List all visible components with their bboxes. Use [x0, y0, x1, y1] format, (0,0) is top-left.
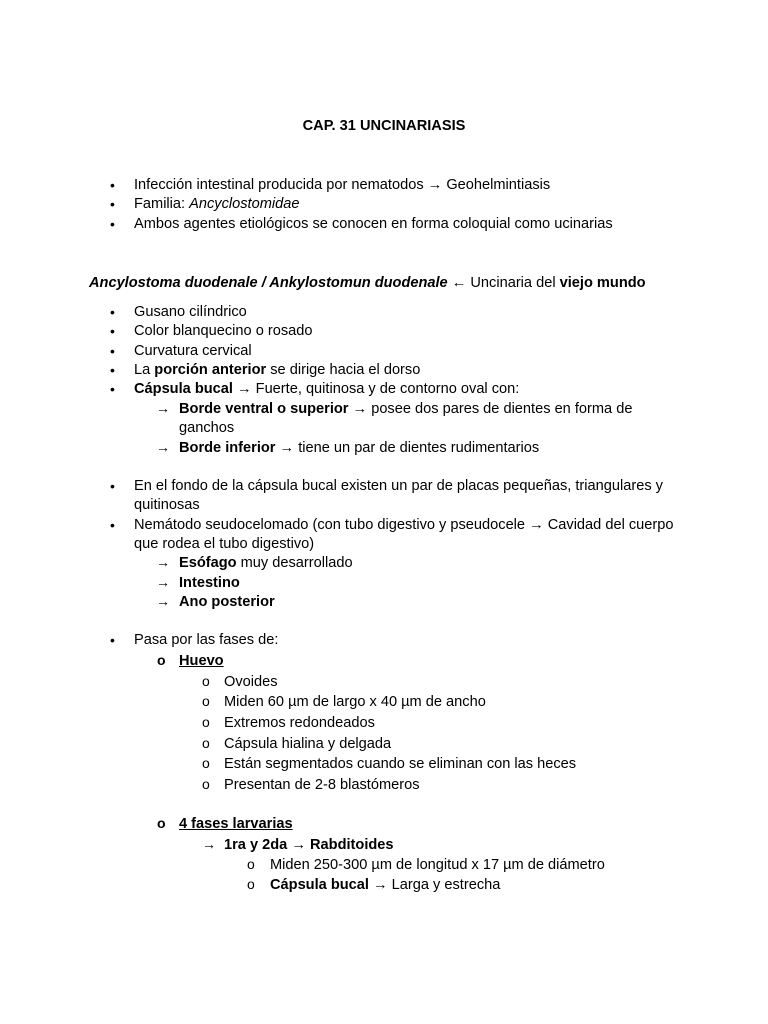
list-item: Nemátodo seudocelomado (con tubo digestivo y pseudocele → Cavidad del cuerpo: [134, 517, 674, 533]
arrow-bullet-icon: →: [156, 554, 170, 570]
egg-item: Extremos redondeados: [224, 715, 375, 731]
list-item-continuation: que rodea el tubo digestivo): [134, 536, 315, 552]
sub-list-item: Intestino: [179, 575, 240, 591]
sub-list-item-continuation: ganchos: [179, 420, 235, 436]
bullet-icon: •: [110, 196, 115, 212]
larva-stage: 1ra y 2da → Rabditoides: [224, 837, 394, 853]
bullet-icon: •: [110, 362, 115, 378]
larva-item: Cápsula bucal → Larga y estrecha: [270, 877, 501, 893]
circle-bullet-icon: o: [157, 652, 166, 668]
circle-bullet-icon: o: [157, 815, 166, 831]
circle-bullet-icon: o: [202, 673, 210, 689]
bullet-icon: •: [110, 323, 115, 339]
sub-heading-egg: Huevo: [179, 653, 224, 669]
circle-bullet-icon: o: [202, 755, 210, 771]
arrow-bullet-icon: →: [202, 836, 216, 852]
list-item: Pasa por las fases de:: [134, 632, 279, 648]
intro-item: Ambos agentes etiológicos se conocen en forma coloquial como ucinarias: [134, 216, 613, 232]
egg-item: Cápsula hialina y delgada: [224, 736, 392, 752]
bullet-icon: •: [110, 304, 115, 320]
egg-item: Están segmentados cuando se eliminan con las heces: [224, 756, 577, 772]
bullet-icon: •: [110, 381, 115, 397]
bullet-icon: •: [110, 177, 115, 193]
list-item: Cápsula bucal → Fuerte, quitinosa y de contorno oval con:: [134, 381, 520, 397]
list-item: Curvatura cervical: [134, 343, 252, 359]
sub-list-item: Esófago muy desarrollado: [179, 555, 353, 571]
bullet-icon: •: [110, 343, 115, 359]
circle-bullet-icon: o: [202, 693, 210, 709]
sub-list-item: Borde inferior → tiene un par de dientes rudimentarios: [179, 440, 540, 456]
list-item: Gusano cilíndrico: [134, 304, 247, 320]
list-item: Color blanquecino o rosado: [134, 323, 313, 339]
bullet-icon: •: [110, 216, 115, 232]
arrow-bullet-icon: →: [156, 439, 170, 455]
arrow-bullet-icon: →: [156, 400, 170, 416]
circle-bullet-icon: o: [202, 776, 210, 792]
document-title: CAP. 31 UNCINARIASIS: [302, 118, 466, 134]
section-heading: Ancylostoma duodenale / Ankylostomun duodenale ← Uncinaria del viejo mundo: [89, 275, 646, 291]
sub-list-item: Ano posterior: [179, 594, 275, 610]
egg-item: Ovoides: [224, 674, 278, 690]
bullet-icon: •: [110, 632, 115, 648]
sub-heading-larvae: 4 fases larvarias: [179, 816, 293, 832]
list-item: La porción anterior se dirige hacia el dorso: [134, 362, 421, 378]
egg-item: Presentan de 2-8 blastómeros: [224, 777, 420, 793]
larva-item: Miden 250-300 µm de longitud x 17 µm de diámetro: [270, 857, 605, 873]
bullet-icon: •: [110, 517, 115, 533]
intro-item: Infección intestinal producida por nematodos → Geohelmintiasis: [134, 177, 551, 193]
list-item-continuation: quitinosas: [134, 497, 200, 513]
list-item: En el fondo de la cápsula bucal existen un par de placas pequeñas, triangulares y: [134, 478, 663, 494]
circle-bullet-icon: o: [247, 856, 255, 872]
circle-bullet-icon: o: [202, 714, 210, 730]
circle-bullet-icon: o: [202, 735, 210, 751]
bullet-icon: •: [110, 478, 115, 494]
intro-item: Familia: Ancyclostomidae: [134, 196, 300, 212]
arrow-bullet-icon: →: [156, 574, 170, 590]
egg-item: Miden 60 µm de largo x 40 µm de ancho: [224, 694, 486, 710]
circle-bullet-icon: o: [247, 876, 255, 892]
sub-list-item: Borde ventral o superior → posee dos pares de dientes en forma de: [179, 401, 633, 417]
arrow-bullet-icon: →: [156, 593, 170, 609]
